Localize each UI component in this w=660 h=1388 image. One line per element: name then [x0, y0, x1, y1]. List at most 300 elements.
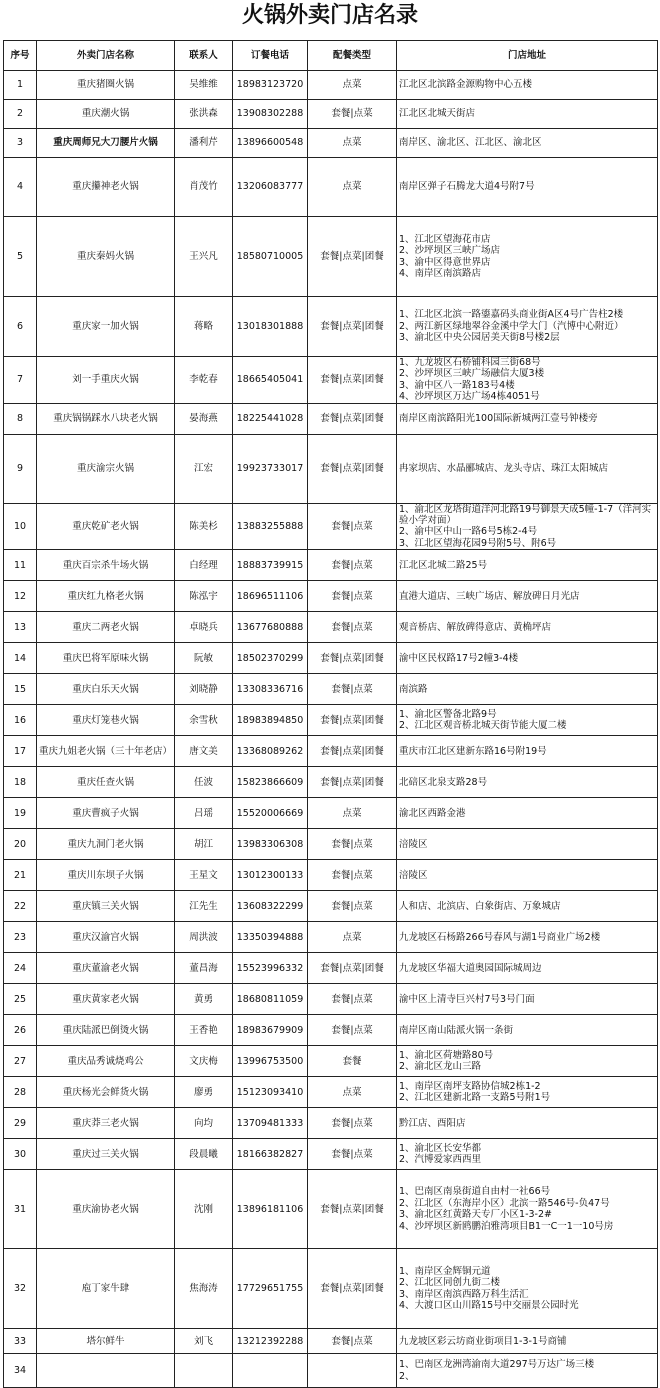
row-number: 3: [4, 129, 37, 158]
store-address: [397, 1170, 658, 1249]
contact-name: 张洪森: [175, 100, 233, 129]
store-name: 重庆过三关火锅: [37, 1139, 175, 1170]
address-line: 4、沙坪坝区新鸥鹏泊雅湾项目B1一C一1一10号房: [399, 1220, 614, 1232]
delivery-type: 点菜: [308, 129, 397, 158]
contact-name: 刘飞: [175, 1329, 233, 1354]
store-address: [397, 1046, 658, 1077]
delivery-type: 点菜: [308, 798, 397, 829]
row-number: 14: [4, 643, 37, 674]
store-address: [397, 1108, 658, 1139]
store-address: [397, 674, 658, 705]
store-name: 重庆乾矿老火锅: [37, 503, 175, 550]
store-address: [397, 612, 658, 643]
store-name: 重庆九洞门老火锅: [37, 829, 175, 860]
row-number: 27: [4, 1046, 37, 1077]
address-line: 观音桥店、解放碑得意店、黄桷坪店: [399, 621, 552, 633]
store-address: [397, 550, 658, 581]
address-line: 1、巴南区南泉街道自由村一社66号: [399, 1186, 551, 1198]
table-row: [4, 612, 658, 643]
contact-name: 卓晓兵: [175, 612, 233, 643]
row-number: 10: [4, 503, 37, 550]
table-row: [4, 643, 658, 674]
address-line: 3、渝中区八一路183号4楼: [399, 379, 515, 391]
address-line: 重庆市江北区建新东路16号附19号: [399, 745, 547, 757]
delivery-type: 套餐|点菜: [308, 1108, 397, 1139]
address-line: 冉家坝店、水晶郦城店、龙头寺店、珠江太阳城店: [399, 462, 609, 474]
table-row: [4, 581, 658, 612]
address-line: 2、江北区观音桥北城天街节能大厦二楼: [399, 720, 567, 732]
order-phone[interactable]: 15823866609: [233, 767, 308, 798]
store-address: [397, 1077, 658, 1108]
delivery-type: 点菜: [308, 158, 397, 217]
store-name: 重庆秦妈火锅: [37, 217, 175, 297]
contact-name: 向均: [175, 1108, 233, 1139]
delivery-type: 套餐|点菜: [308, 984, 397, 1015]
address-line: 1、巴南区龙洲湾渝南大道297号万达广场三楼: [399, 1359, 595, 1371]
row-number: 5: [4, 217, 37, 297]
delivery-type: 套餐|点菜: [308, 612, 397, 643]
row-number: 6: [4, 297, 37, 357]
table-row: [4, 829, 658, 860]
contact-name: 任波: [175, 767, 233, 798]
store-address: [397, 829, 658, 860]
order-phone[interactable]: 18580710005: [233, 217, 308, 297]
table-row: [4, 71, 658, 100]
table-row: [4, 1354, 658, 1388]
table-row: [4, 891, 658, 922]
contact-name: 胡江: [175, 829, 233, 860]
order-phone[interactable]: 18983894850: [233, 705, 308, 736]
row-number: 29: [4, 1108, 37, 1139]
address-line: 江北区北城天街店: [399, 108, 476, 120]
store-address: [397, 984, 658, 1015]
row-number: 16: [4, 705, 37, 736]
store-address: [397, 217, 658, 297]
delivery-type: 套餐|点菜|团餐: [308, 403, 397, 434]
address-line: 直港大道店、三峡广场店、解放碑日月光店: [399, 590, 580, 602]
store-table: [3, 40, 658, 1388]
contact-name: 晏海燕: [175, 403, 233, 434]
delivery-type: 套餐|点菜: [308, 829, 397, 860]
row-number: 22: [4, 891, 37, 922]
address-line: 南岸区、渝北区、江北区、渝北区: [399, 137, 542, 149]
delivery-type: 套餐|点菜: [308, 891, 397, 922]
delivery-type: 点菜: [308, 922, 397, 953]
contact-name: 黄勇: [175, 984, 233, 1015]
row-number: 7: [4, 357, 37, 404]
store-name: 重庆锅锅踩水八块老火锅: [37, 403, 175, 434]
contact-name: 李乾春: [175, 357, 233, 404]
header-contact: 联系人: [175, 41, 233, 71]
store-address: [397, 767, 658, 798]
contact-name: 文庆梅: [175, 1046, 233, 1077]
table-row: [4, 984, 658, 1015]
table-row: [4, 1170, 658, 1249]
table-row: [4, 1329, 658, 1354]
order-phone[interactable]: 19923733017: [233, 434, 308, 503]
store-address: [397, 158, 658, 217]
address-line: 渝中区民权路17号2幢3-4楼: [399, 652, 519, 664]
address-line: 九龙坡区石杨路266号春风与湖1号商业广场2楼: [399, 931, 601, 943]
row-number: 12: [4, 581, 37, 612]
table-row: [4, 297, 658, 357]
address-line: 3、渝北区红黄路天专厂小区1-3-2#: [399, 1209, 552, 1221]
delivery-type: 套餐|点菜: [308, 1329, 397, 1354]
order-phone[interactable]: 13883255888: [233, 503, 308, 550]
address-line: 1、渝北区荷塘路80号: [399, 1049, 494, 1061]
contact-name: 余雪秋: [175, 705, 233, 736]
store-address: [397, 297, 658, 357]
table-row: [4, 403, 658, 434]
store-name: 塔尔鲜牛: [37, 1329, 175, 1354]
address-line: 2、两江新区绿地翠谷金溪中学大门（汽博中心附近）: [399, 320, 624, 332]
order-phone[interactable]: 18680811059: [233, 984, 308, 1015]
table-row: [4, 798, 658, 829]
store-address: [397, 643, 658, 674]
store-address: [397, 860, 658, 891]
contact-name: 廖勇: [175, 1077, 233, 1108]
contact-name: 吕瑶: [175, 798, 233, 829]
store-name: 重庆渝宗火锅: [37, 434, 175, 503]
row-number: 13: [4, 612, 37, 643]
store-name: 重庆莽三老火锅: [37, 1108, 175, 1139]
address-line: 2、江北区同创九街二楼: [399, 1277, 501, 1289]
row-number: 23: [4, 922, 37, 953]
delivery-type: 套餐|点菜|团餐: [308, 643, 397, 674]
store-name: 重庆二两老火锅: [37, 612, 175, 643]
store-name: 重庆渝协老火锅: [37, 1170, 175, 1249]
delivery-type: 套餐|点菜|团餐: [308, 434, 397, 503]
store-address: [397, 100, 658, 129]
delivery-type: 套餐|点菜|团餐: [308, 1249, 397, 1329]
store-name: 重庆红九格老火锅: [37, 581, 175, 612]
store-name: 重庆董渝老火锅: [37, 953, 175, 984]
delivery-type: 套餐|点菜|团餐: [308, 217, 397, 297]
store-name: 重庆攥神老火锅: [37, 158, 175, 217]
address-line: 九龙坡区华福大道奥园国际城周边: [399, 962, 542, 974]
store-name: 重庆杨光会鲜货火锅: [37, 1077, 175, 1108]
contact-name: 蒋略: [175, 297, 233, 357]
address-line: 4、沙坪坝区万达广场4栋4051号: [399, 391, 540, 403]
table-row: [4, 736, 658, 767]
table-row: [4, 674, 658, 705]
order-phone[interactable]: 13996753500: [233, 1046, 308, 1077]
delivery-type: 点菜: [308, 1077, 397, 1108]
order-phone[interactable]: 13368089262: [233, 736, 308, 767]
table-row: [4, 767, 658, 798]
row-number: 18: [4, 767, 37, 798]
store-name: 重庆川东坝子火锅: [37, 860, 175, 891]
contact-name: 陈美杉: [175, 503, 233, 550]
row-number: 26: [4, 1015, 37, 1046]
delivery-type: 套餐|点菜|团餐: [308, 297, 397, 357]
delivery-type: 套餐|点菜: [308, 581, 397, 612]
header-store-name: 外卖门店名称: [37, 41, 175, 71]
address-line: 3、渝北区中央公园居美天街8号楼2层: [399, 332, 560, 344]
address-line: 2、江北区（东海岸小区）北滨一路546号-负47号: [399, 1197, 610, 1209]
store-name: 重庆巴将军原味火锅: [37, 643, 175, 674]
table-row: [4, 357, 658, 404]
order-phone[interactable]: 13350394888: [233, 922, 308, 953]
address-line: 渝北区西路金港: [399, 807, 466, 819]
contact-name: 董昌海: [175, 953, 233, 984]
order-phone[interactable]: 13206083777: [233, 158, 308, 217]
order-phone[interactable]: 13896600548: [233, 129, 308, 158]
address-line: 2、渝中区中山一路6号5栋2-4号: [399, 526, 538, 538]
address-line: 1、渝北区长安华都: [399, 1142, 482, 1154]
address-line: 南岸区南滨路阳光100国际新城两江壹号钟楼旁: [399, 412, 598, 424]
table-row: [4, 1046, 658, 1077]
order-phone[interactable]: 13608322299: [233, 891, 308, 922]
store-address: [397, 736, 658, 767]
address-line: 3、南岸区南滨西路万科生活汇: [399, 1288, 529, 1300]
contact-name: 段晨曦: [175, 1139, 233, 1170]
store-address: [397, 1329, 658, 1354]
store-address: [397, 71, 658, 100]
order-phone[interactable]: 18502370299: [233, 643, 308, 674]
store-address: [397, 1139, 658, 1170]
store-name: 重庆曹疯子火锅: [37, 798, 175, 829]
order-phone[interactable]: 13896181106: [233, 1170, 308, 1249]
contact-name: 陈泓宇: [175, 581, 233, 612]
store-name: 重庆汉渝宫火锅: [37, 922, 175, 953]
store-address: [397, 891, 658, 922]
row-number: 2: [4, 100, 37, 129]
address-line: 2、沙坪坝区三峡广场融信大厦3楼: [399, 368, 545, 380]
table-row: [4, 550, 658, 581]
store-address: [397, 1015, 658, 1046]
store-name: 重庆黄家老火锅: [37, 984, 175, 1015]
contact-name: 王兴凡: [175, 217, 233, 297]
delivery-type: 套餐|点菜: [308, 503, 397, 550]
order-phone[interactable]: 17729651755: [233, 1249, 308, 1329]
address-line: 人和店、北滨店、白象街店、万象城店: [399, 900, 561, 912]
contact-name: 刘晓静: [175, 674, 233, 705]
address-line: 渝中区上清寺巨兴村7号3号门面: [399, 993, 535, 1005]
address-line: 江北区北城二路25号: [399, 559, 488, 571]
store-name: 重庆任查火锅: [37, 767, 175, 798]
store-address: [397, 705, 658, 736]
order-phone[interactable]: 15523996332: [233, 953, 308, 984]
order-phone[interactable]: 18696511106: [233, 581, 308, 612]
contact-name: 唐文美: [175, 736, 233, 767]
row-number: 28: [4, 1077, 37, 1108]
delivery-type: 套餐|点菜|团餐: [308, 705, 397, 736]
store-name: 重庆白乐天火锅: [37, 674, 175, 705]
address-line: 黔江店、酉阳店: [399, 1117, 466, 1129]
table-row: [4, 1139, 658, 1170]
delivery-type: 套餐|点菜: [308, 550, 397, 581]
store-address: [397, 1354, 658, 1388]
table-header-row: [4, 41, 658, 71]
store-address: [397, 434, 658, 503]
page-title: 火锅外卖门店名录: [241, 2, 418, 28]
table-row: [4, 860, 658, 891]
order-phone[interactable]: 13908302288: [233, 100, 308, 129]
store-address: [397, 403, 658, 434]
address-line: 1、南岸区南坪支路协信城2栋1-2: [399, 1080, 541, 1092]
store-name: 庖丁家牛肆: [37, 1249, 175, 1329]
contact-name: 白经理: [175, 550, 233, 581]
store-name: 刘一手重庆火锅: [37, 357, 175, 404]
contact-name: 焦海涛: [175, 1249, 233, 1329]
store-name: 重庆九姐老火锅（三十年老店）: [37, 736, 175, 767]
contact-name: 沈刚: [175, 1170, 233, 1249]
store-name: 重庆灯笼巷火锅: [37, 705, 175, 736]
order-phone[interactable]: 18883739915: [233, 550, 308, 581]
contact-name: 吴维维: [175, 71, 233, 100]
table-row: [4, 922, 658, 953]
table-row: [4, 1249, 658, 1329]
contact-name: 江先生: [175, 891, 233, 922]
row-number: 31: [4, 1170, 37, 1249]
address-line: 1、九龙坡区石桥铺科园三街68号: [399, 357, 541, 368]
row-number: 17: [4, 736, 37, 767]
contact-name: 王星文: [175, 860, 233, 891]
address-line: 江北区北滨路金源购物中心五楼: [399, 79, 533, 91]
store-name: 重庆猪圈火锅: [37, 71, 175, 100]
address-line: 4、大渡口区山川路15号中交丽景公园时光: [399, 1300, 579, 1312]
contact-name: 王香艳: [175, 1015, 233, 1046]
row-number: 19: [4, 798, 37, 829]
address-line: 2、汽博爱家西西里: [399, 1154, 482, 1166]
store-address: [397, 581, 658, 612]
order-phone[interactable]: 18983679909: [233, 1015, 308, 1046]
row-number: 25: [4, 984, 37, 1015]
row-number: 24: [4, 953, 37, 984]
row-number: 1: [4, 71, 37, 100]
table-row: [4, 158, 658, 217]
delivery-type: [308, 1354, 397, 1388]
order-phone[interactable]: 13012300133: [233, 860, 308, 891]
table-row: [4, 1015, 658, 1046]
address-line: 1、江北区北滨一路鎏嘉码头商业街A区4号广告柱2楼: [399, 309, 624, 321]
address-line: 南岸区南山陆派火锅一条街: [399, 1024, 514, 1036]
delivery-type: 套餐|点菜|团餐: [308, 357, 397, 404]
order-phone[interactable]: 18166382827: [233, 1139, 308, 1170]
order-phone[interactable]: 13709481333: [233, 1108, 308, 1139]
delivery-type: 套餐|点菜|团餐: [308, 1170, 397, 1249]
order-phone[interactable]: 13212392288: [233, 1329, 308, 1354]
order-phone[interactable]: 18665405041: [233, 357, 308, 404]
table-row: [4, 953, 658, 984]
order-phone[interactable]: 13677680888: [233, 612, 308, 643]
delivery-type: 套餐|点菜: [308, 1139, 397, 1170]
header-no: 序号: [4, 41, 37, 71]
table-row: [4, 129, 658, 158]
row-number: 21: [4, 860, 37, 891]
delivery-type: 点菜: [308, 71, 397, 100]
row-number: 30: [4, 1139, 37, 1170]
order-phone[interactable]: 15123093410: [233, 1077, 308, 1108]
contact-name: 潘利芹: [175, 129, 233, 158]
address-line: 2、: [399, 1370, 415, 1382]
store-name: [37, 1354, 175, 1388]
row-number: 8: [4, 403, 37, 434]
table-row: [4, 1077, 658, 1108]
store-address: [397, 357, 658, 404]
address-line: 北碚区北泉支路28号: [399, 776, 488, 788]
store-address: [397, 503, 658, 550]
address-line: 2、渝北区龙山三路: [399, 1061, 482, 1073]
store-name: 重庆潮火锅: [37, 100, 175, 129]
contact-name: 周洪波: [175, 922, 233, 953]
header-phone: 订餐电话: [233, 41, 308, 71]
address-line: 1、渝北区警备北路9号: [399, 708, 497, 720]
row-number: 9: [4, 434, 37, 503]
store-address: [397, 922, 658, 953]
row-number: 20: [4, 829, 37, 860]
store-name: 重庆百宗杀牛场火锅: [37, 550, 175, 581]
order-phone[interactable]: 15520006669: [233, 798, 308, 829]
delivery-type: 套餐: [308, 1046, 397, 1077]
delivery-type: 套餐|点菜: [308, 1015, 397, 1046]
address-line: 南滨路: [399, 683, 428, 695]
store-name: 重庆陆派巴倒烫火锅: [37, 1015, 175, 1046]
table-row: [4, 503, 658, 550]
delivery-type: 套餐|点菜: [308, 100, 397, 129]
store-address: [397, 953, 658, 984]
store-name: 重庆周师兄大刀腰片火锅: [37, 129, 175, 158]
address-line: 3、江北区望海花园9号附5号、附6号: [399, 537, 557, 549]
address-line: 南岸区弹子石腾龙大道4号附7号: [399, 181, 535, 193]
row-number: 4: [4, 158, 37, 217]
table-row: [4, 217, 658, 297]
delivery-type: 套餐|点菜|团餐: [308, 736, 397, 767]
address-line: 2、沙坪坝区三峡广场店: [399, 245, 501, 257]
row-number: 34: [4, 1354, 37, 1388]
address-line: 九龙坡区彩云坊商业街项目1-3-1号商铺: [399, 1335, 567, 1347]
contact-name: [175, 1354, 233, 1388]
address-line: 2、江北区建新北路一支路5号附1号: [399, 1092, 551, 1104]
row-number: 32: [4, 1249, 37, 1329]
store-address: [397, 129, 658, 158]
order-phone[interactable]: 18225441028: [233, 403, 308, 434]
header-type: 配餐类型: [308, 41, 397, 71]
row-number: 11: [4, 550, 37, 581]
order-phone[interactable]: 13308336716: [233, 674, 308, 705]
address-line: 1、江北区望海花市店: [399, 233, 491, 245]
address-line: 1、渝北区龙塔街道洋河北路19号御景天成5幢-1-7（洋河实验小学对面）: [399, 503, 652, 527]
row-number: 15: [4, 674, 37, 705]
order-phone[interactable]: 13983306308: [233, 829, 308, 860]
store-name: 重庆品秀诚烧鸡公: [37, 1046, 175, 1077]
address-line: 1、南岸区金辉铜元道: [399, 1265, 491, 1277]
contact-name: 肖茂竹: [175, 158, 233, 217]
row-number: 33: [4, 1329, 37, 1354]
header-address: 门店地址: [397, 41, 658, 71]
table-row: [4, 705, 658, 736]
store-address: [397, 798, 658, 829]
table-row: [4, 1108, 658, 1139]
contact-name: 江宏: [175, 434, 233, 503]
address-line: 4、南岸区南滨路店: [399, 267, 482, 279]
store-name: 重庆家一加火锅: [37, 297, 175, 357]
delivery-type: 套餐|点菜: [308, 674, 397, 705]
table-row: [4, 100, 658, 129]
order-phone[interactable]: 13018301888: [233, 297, 308, 357]
contact-name: 阮敏: [175, 643, 233, 674]
delivery-type: 套餐|点菜|团餐: [308, 953, 397, 984]
order-phone[interactable]: [233, 1354, 308, 1388]
address-line: 3、渝中区得意世界店: [399, 256, 491, 268]
store-address: [397, 1249, 658, 1329]
delivery-type: 套餐|点菜: [308, 860, 397, 891]
address-line: 涪陵区: [399, 869, 428, 881]
table-row: [4, 434, 658, 503]
store-name: 重庆镇三关火锅: [37, 891, 175, 922]
order-phone[interactable]: 18983123720: [233, 71, 308, 100]
